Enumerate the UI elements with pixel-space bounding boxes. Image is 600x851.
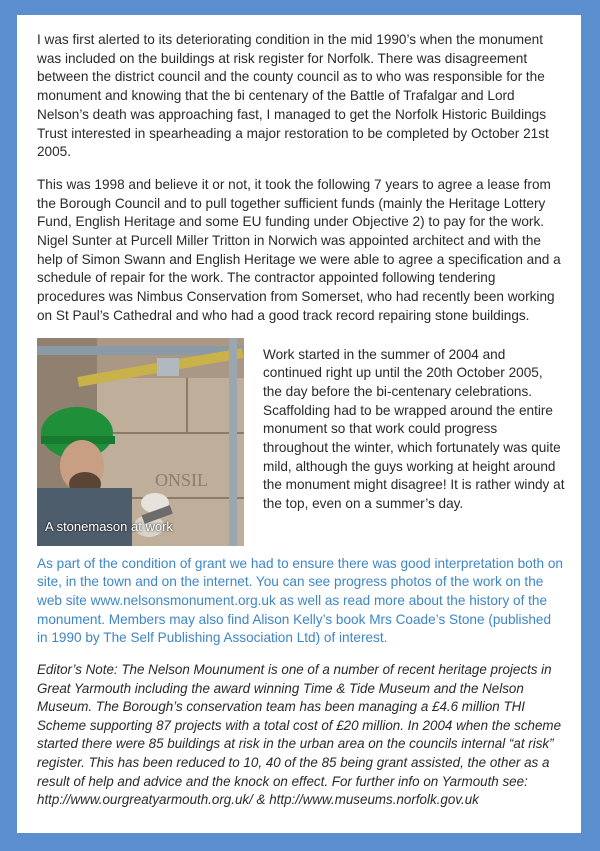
intro-paragraph: I was first alerted to its deteriorating condition in the mid 1990’s when the monument was included on the buildings at risk register for Norfolk. There was disagreement between the district council and the county council as to who was responsible for the monument and knowing that the bi centenary of the Battle of Trafalgar and Lord Nelson’s death was approaching fast, I managed to get the Norfolk Historic Buildings Trust interested in spearheading a major restoration to be completed by October 21st 2005. bbox=[37, 32, 549, 160]
photo-illustration bbox=[37, 338, 244, 546]
stonemason-photo bbox=[37, 338, 244, 546]
carved-letters: ONSIL bbox=[155, 469, 208, 490]
editors-note: Editor’s Note: The Nelson Mounument is one of a number of recent heritage projects in Great Yarmouth including the award winning Time & Tide Museum and the Nelson Museum. The Borough’s conservation team has been managing a £4.6 million THI Scheme supporting 87 projects with a total cost of £20 million. In 2004 when the scheme started there were 85 buildings at risk in the urban area on the councils internal “at risk” register. This has been reduced to 10, 40 of the 85 being grant assisted, the other as a result of help and advice and the knock on effect. For further info on Yarmouth see: http://www.ourgreatyarmouth.org.uk/ & http://www.museums.norfolk.gov.uk bbox=[37, 662, 562, 808]
article-page bbox=[17, 15, 581, 833]
photo-caption: A stonemason at work bbox=[45, 518, 173, 534]
figure-row bbox=[37, 338, 565, 546]
interpretation-paragraph: As part of the condition of grant we had to ensure there was good interpretation both on site, in the town and on the internet. You can see progress photos of the work on the web site www.nelsonsmonument.org.uk as well as read more about the history of the monument. Members may also find Alison Kelly’s book Mrs Coade’s Stone (published in 1990 by The Self Publishing Association Ltd) of interest. bbox=[37, 555, 563, 646]
history-paragraph: This was 1998 and believe it or not, it took the following 7 years to agree a lease from the Borough Council and to pull together sufficient funds (mainly the Heritage Lottery Fund, English Heritage and some EU funding under Objective 2) to pay for the work. Nigel Sunter at Purcell Miller Tritton in Norwich was appointed architect and with the help of Simon Swann and English Heritage we were able to agree a specification and a schedule of repair for the work. The contractor appointed following tendering procedures was Nimbus Conservation from Somerset, who had recently been working on St Paul’s Cathedral and who had a good track record repairing stone buildings. bbox=[37, 176, 561, 323]
work-progress-text: Work started in the summer of 2004 and continued right up until the 20th October 2005, the day before the bi-centenary celebrations. Scaffolding had to be wrapped around the entire monument so that work could progress throughout the winter, which fortunately was quite mild, although the guys working at height around the monument might disagree! It is rather windy at the top, even on a summer’s day. bbox=[263, 346, 565, 512]
